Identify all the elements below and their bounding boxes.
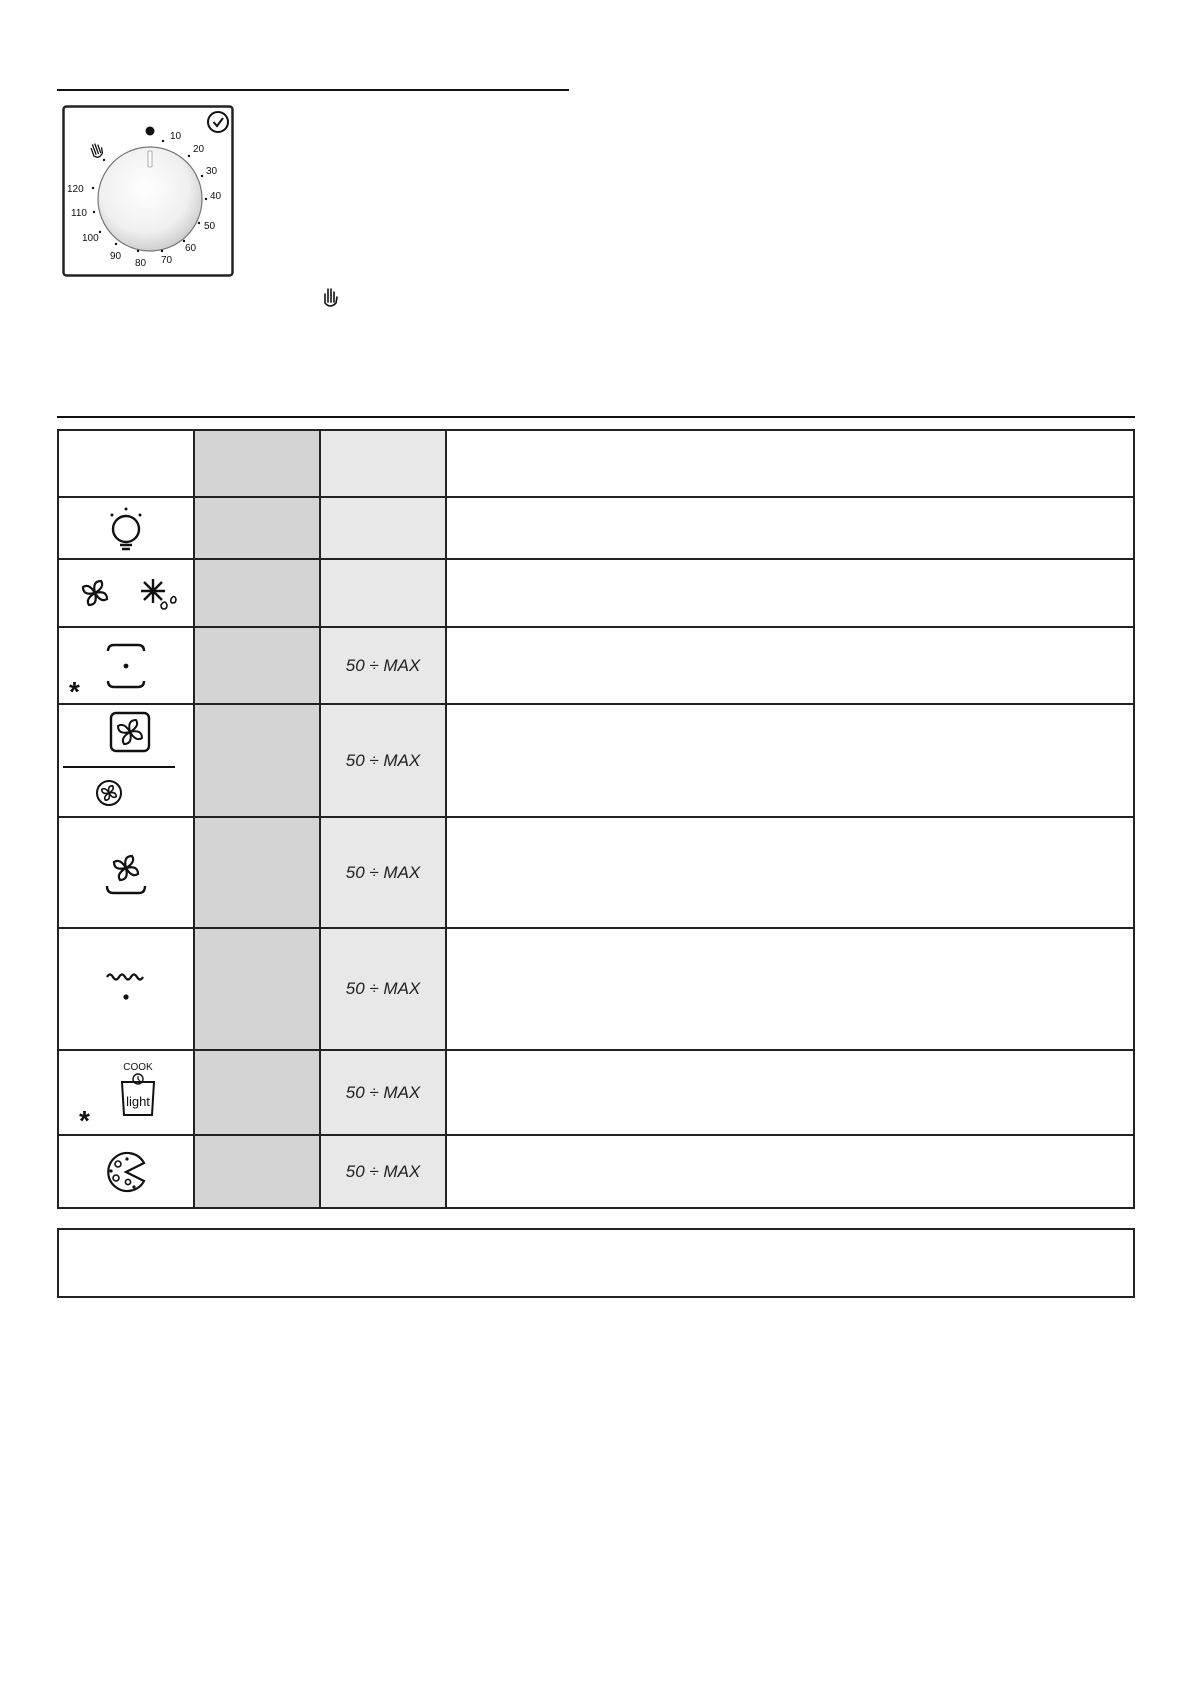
middle-section-rule [57,416,1135,418]
lamp-icon [104,503,148,553]
scale-label-40: 40 [210,191,222,202]
scale-label-30: 30 [206,166,218,177]
top-bottom-heat-icon [104,641,148,691]
table-row [58,1135,1134,1208]
pizza-icon [103,1149,149,1195]
header-cell-temperature [320,430,446,497]
temperature-cell [320,497,446,559]
description-cell [446,704,1134,817]
temperature-cell: 50 ÷ MAX [320,928,446,1050]
table-row [58,928,1134,1050]
scale-label-20: 20 [193,144,205,155]
header-cell-col2 [194,430,320,497]
symbol-cell [58,497,194,559]
temperature-cell [320,559,446,627]
scale-label-90: 90 [110,251,122,262]
symbol-cell [58,559,194,627]
symbol-cell [58,627,194,707]
description-cell [446,559,1134,627]
fan-ring-heat-icon [61,707,191,815]
scale-label-50: 50 [204,221,216,232]
cook-light-top-text: COOK [123,1061,153,1073]
temperature-cell: 50 ÷ MAX [320,817,446,928]
symbol-cell [58,1050,194,1135]
fan-defrost-icon [71,571,181,615]
table-row [58,1050,1134,1135]
symbol-cell [58,817,194,928]
description-cell [446,1050,1134,1135]
description-cell [446,817,1134,928]
scale-label-120: 120 [67,184,84,195]
table-row [58,497,1134,559]
scale-label-80: 80 [135,258,147,269]
top-section-rule [57,89,569,91]
table-header-row [58,430,1134,497]
asterisk-mark: * [79,1105,90,1136]
symbol-cell [58,704,194,817]
scale-label-100: 100 [82,233,99,244]
cook-light-bottom-text: light [126,1093,150,1109]
asterisk-mark: * [69,676,80,707]
description-cell [446,928,1134,1050]
temperature-cell: 50 ÷ MAX [320,704,446,817]
oven-function-table [57,429,1135,1209]
cook-light-icon [113,1060,163,1126]
note-box [57,1228,1135,1298]
fan-bottom-heat-icon [103,848,149,898]
symbol-cell [58,1135,194,1208]
scale-label-110: 110 [71,208,87,219]
table-row [58,704,1134,817]
table-row [58,817,1134,928]
clock-check-icon [208,112,228,132]
temperature-cell: 50 ÷ MAX [320,1050,446,1135]
table-row [58,627,1134,704]
scale-label-10: 10 [170,131,182,142]
table-row [58,559,1134,627]
header-cell-description [446,430,1134,497]
temperature-cell: 50 ÷ MAX [320,1135,446,1208]
scale-label-60: 60 [185,243,197,254]
dot-icon [146,127,155,136]
symbol-cell [58,928,194,1050]
description-cell [446,627,1134,704]
temperature-cell: 50 ÷ MAX [320,627,446,704]
hand-icon [319,286,341,308]
grill-icon [103,969,149,1009]
timer-dial-panel [62,105,234,277]
scale-label-70: 70 [161,255,173,266]
description-cell [446,497,1134,559]
description-cell [446,1135,1134,1208]
header-cell-symbol [58,430,194,497]
